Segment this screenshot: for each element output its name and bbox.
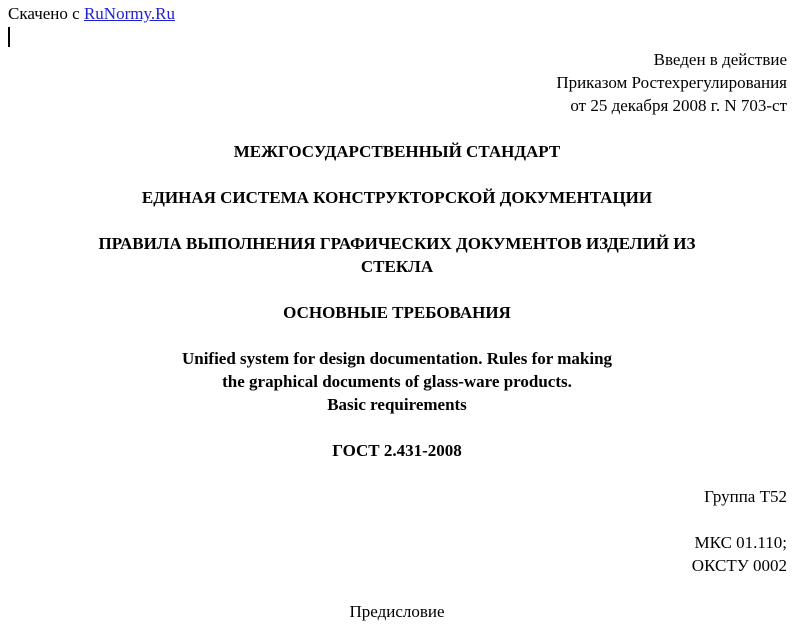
gost-number: ГОСТ 2.431-2008 xyxy=(332,441,462,460)
source-link[interactable]: RuNormy.Ru xyxy=(83,4,175,23)
rules-heading-line-1: ПРАВИЛА ВЫПОЛНЕНИЯ ГРАФИЧЕСКИХ ДОКУМЕНТОВ ИЗДЕЛИЙ ИЗ xyxy=(98,234,696,253)
okstu-code: ОКСТУ 0002 xyxy=(691,556,787,575)
source-line xyxy=(8,3,175,25)
enactment-line-2: Приказом Ростехрегулирования xyxy=(556,73,787,92)
group-line: Группа Т52 xyxy=(704,487,787,506)
basic-requirements-heading: ОСНОВНЫЕ ТРЕБОВАНИЯ xyxy=(283,303,511,322)
mks-code: МКС 01.110; xyxy=(694,533,787,552)
english-title xyxy=(0,347,794,416)
rules-heading xyxy=(0,232,794,278)
classification-codes xyxy=(692,531,787,577)
text-cursor xyxy=(8,27,10,47)
foreword-heading: Предисловие xyxy=(349,602,445,621)
english-title-line-1: Unified system for design documentation. Rules for making xyxy=(181,349,613,368)
interstate-standard-heading: МЕЖГОСУДАРСТВЕННЫЙ СТАНДАРТ xyxy=(233,142,561,161)
rules-heading-line-2: СТЕКЛА xyxy=(360,257,434,276)
system-heading: ЕДИНАЯ СИСТЕМА КОНСТРУКТОРСКОЙ ДОКУМЕНТАЦИИ xyxy=(141,188,653,207)
enactment-note xyxy=(556,48,787,117)
enactment-line-1: Введен в действие xyxy=(653,50,787,69)
enactment-line-3: от 25 декабря 2008 г. N 703-ст xyxy=(570,96,787,115)
source-prefix: Скачено с xyxy=(8,4,84,23)
english-title-line-2: the graphical documents of glass-ware products. xyxy=(222,372,572,391)
english-title-line-3: Basic requirements xyxy=(327,395,467,414)
group-code xyxy=(704,485,787,508)
